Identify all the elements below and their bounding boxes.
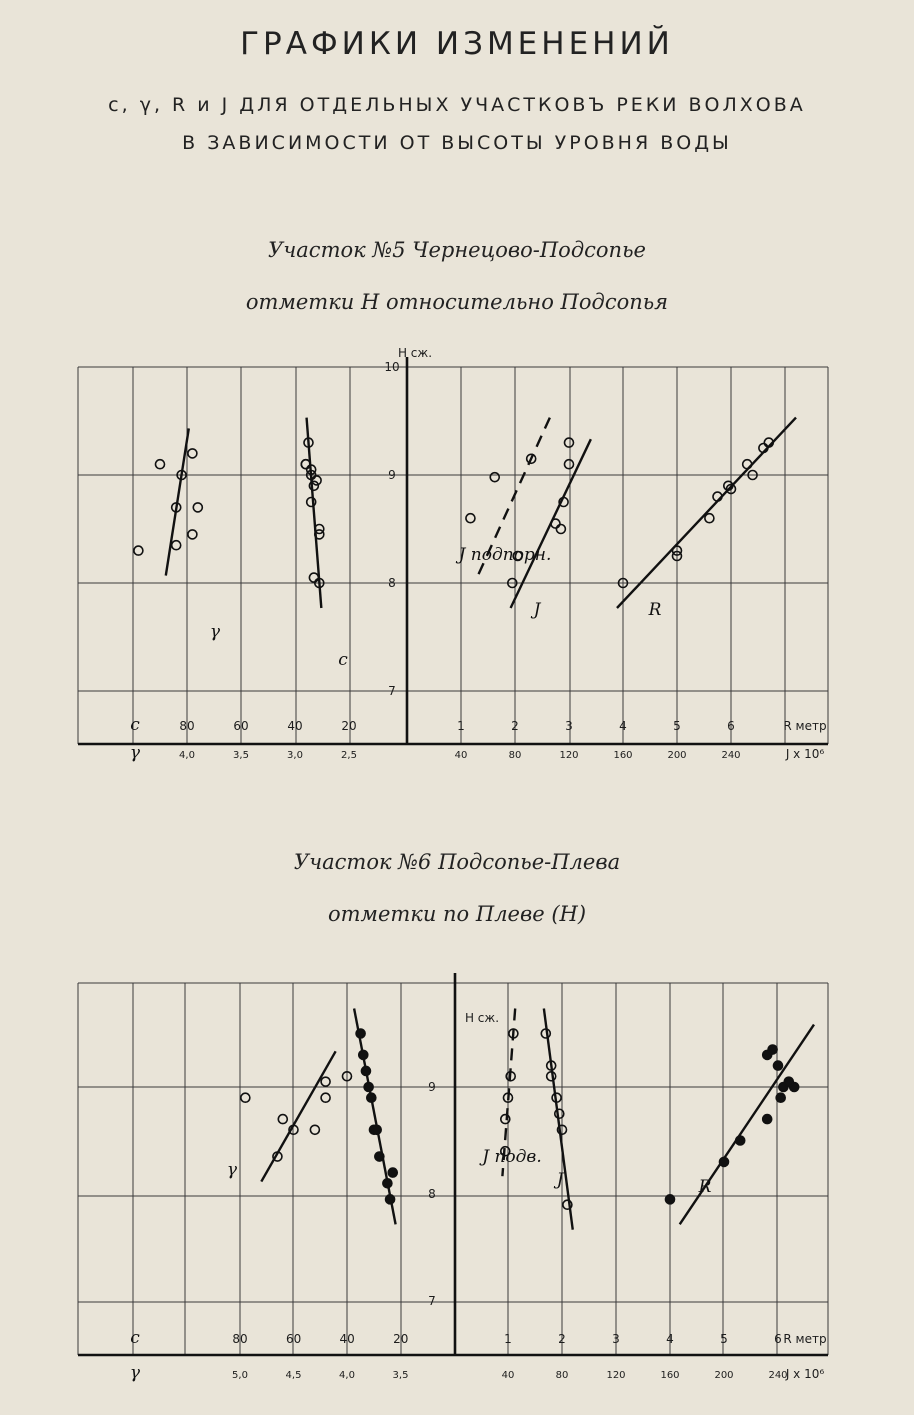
chart-6-title: Участок №6 Подсопье-Плева bbox=[293, 850, 621, 874]
R-tick-label: 5 bbox=[673, 719, 681, 733]
gamma-tick-label: 4,0 bbox=[179, 750, 195, 761]
chart-5-title: Участок №5 Чернецово-Подсопье bbox=[268, 238, 646, 262]
series-annotation: J bbox=[533, 600, 541, 620]
series-annotation: J подпорн. bbox=[458, 545, 552, 565]
data-point bbox=[241, 1093, 250, 1102]
gamma-scale-label: γ bbox=[129, 743, 141, 763]
data-point bbox=[361, 1066, 370, 1075]
y-tick-label: 8 bbox=[428, 1187, 436, 1201]
series-annotation: c bbox=[338, 650, 348, 670]
J-tick-label: 40 bbox=[454, 750, 468, 761]
series-line-1 bbox=[307, 418, 322, 608]
R-tick-label: 4 bbox=[619, 719, 627, 733]
data-point bbox=[301, 460, 310, 469]
J-tick-label: 40 bbox=[501, 1370, 515, 1381]
series-annotation: J подв. bbox=[482, 1147, 542, 1167]
gamma-tick-label: 4,5 bbox=[285, 1370, 302, 1381]
data-point bbox=[134, 546, 143, 555]
data-point bbox=[193, 503, 202, 512]
data-point bbox=[309, 573, 318, 582]
R-tick-label: 3 bbox=[565, 719, 573, 733]
data-point bbox=[383, 1179, 392, 1188]
y-tick-label: 9 bbox=[388, 468, 396, 482]
y-axis-label: Н сж. bbox=[397, 346, 433, 360]
data-point bbox=[551, 519, 560, 528]
c-tick-label: 20 bbox=[341, 719, 357, 733]
chart-5-subtitle: отметки Н относительно Подсопья bbox=[245, 290, 669, 314]
J-tick-label: 160 bbox=[613, 750, 633, 761]
data-point bbox=[720, 1157, 729, 1166]
data-point bbox=[490, 473, 499, 482]
R-scale-label: R метр bbox=[783, 1332, 827, 1346]
J-tick-label: 120 bbox=[606, 1370, 626, 1381]
c-scale-label: c bbox=[130, 715, 140, 735]
main-title: ГРАФИКИ ИЗМЕНЕНИЙ bbox=[240, 26, 674, 62]
data-point bbox=[188, 449, 197, 458]
data-point bbox=[388, 1168, 397, 1177]
data-point bbox=[367, 1093, 376, 1102]
J-tick-label: 80 bbox=[555, 1370, 569, 1381]
R-tick-label: 1 bbox=[457, 719, 465, 733]
data-point bbox=[763, 1115, 772, 1124]
data-point bbox=[307, 498, 316, 507]
subtitle-line-2: В ЗАВИСИМОСТИ ОТ ВЫСОТЫ УРОВНЯ ВОДЫ bbox=[182, 132, 732, 154]
J-tick-label: 240 bbox=[768, 1370, 788, 1381]
gamma-tick-label: 4,0 bbox=[339, 1370, 355, 1381]
series-line-1 bbox=[354, 1009, 396, 1225]
data-point bbox=[359, 1050, 368, 1059]
series-annotation: R bbox=[648, 600, 662, 620]
gamma-tick-label: 2,5 bbox=[341, 750, 357, 761]
data-point bbox=[278, 1115, 287, 1124]
c-tick-label: 60 bbox=[285, 1332, 302, 1346]
c-tick-label: 60 bbox=[233, 719, 249, 733]
data-point bbox=[172, 541, 181, 550]
data-point bbox=[188, 530, 197, 539]
J-tick-label: 200 bbox=[667, 750, 687, 761]
gamma-tick-label: 3,5 bbox=[392, 1370, 409, 1381]
data-point bbox=[705, 514, 714, 523]
data-point bbox=[321, 1077, 330, 1086]
J-tick-label: 160 bbox=[660, 1370, 680, 1381]
c-scale-label: c bbox=[130, 1328, 140, 1348]
R-tick-label: 1 bbox=[504, 1332, 512, 1346]
c-tick-label: 80 bbox=[232, 1332, 248, 1346]
c-tick-label: 40 bbox=[339, 1332, 355, 1346]
J-scale-label: J x 10⁶ bbox=[785, 1367, 825, 1381]
data-point bbox=[386, 1195, 395, 1204]
data-point bbox=[310, 1125, 319, 1134]
data-point bbox=[774, 1061, 783, 1070]
data-point bbox=[565, 438, 574, 447]
data-point bbox=[364, 1083, 373, 1092]
series-line-4 bbox=[617, 418, 796, 608]
series-line-0 bbox=[261, 1051, 335, 1181]
data-point bbox=[743, 460, 752, 469]
y-axis-label: Н сж. bbox=[464, 1011, 500, 1025]
y-tick-label: 9 bbox=[428, 1080, 436, 1094]
R-tick-label: 6 bbox=[727, 719, 735, 733]
series-line-0 bbox=[166, 428, 189, 575]
y-tick-label: 10 bbox=[384, 360, 400, 374]
c-tick-label: 80 bbox=[179, 719, 195, 733]
J-tick-label: 120 bbox=[559, 750, 579, 761]
data-point bbox=[372, 1125, 381, 1134]
data-point bbox=[776, 1093, 785, 1102]
series-annotation: J bbox=[556, 1170, 564, 1190]
R-tick-label: 5 bbox=[720, 1332, 728, 1346]
c-tick-label: 20 bbox=[393, 1332, 409, 1346]
gamma-tick-label: 3,0 bbox=[287, 750, 303, 761]
R-tick-label: 2 bbox=[511, 719, 519, 733]
series-line-3 bbox=[544, 1009, 573, 1230]
series-annotation: γ bbox=[226, 1160, 238, 1180]
R-tick-label: 3 bbox=[612, 1332, 620, 1346]
data-point bbox=[321, 1093, 330, 1102]
y-tick-label: 8 bbox=[388, 576, 396, 590]
data-point bbox=[556, 525, 565, 534]
R-tick-label: 2 bbox=[558, 1332, 566, 1346]
chart-6-subtitle: отметки по Плеве (Н) bbox=[327, 902, 587, 926]
data-point bbox=[156, 460, 165, 469]
data-point bbox=[736, 1136, 745, 1145]
subtitle-line-1: с, γ, R и J ДЛЯ ОТДЕЛЬНЫХ УЧАСТКОВЪ РЕКИ ВОЛХОВА bbox=[108, 94, 806, 116]
data-point bbox=[312, 476, 321, 485]
data-point bbox=[666, 1195, 675, 1204]
data-point bbox=[784, 1077, 793, 1086]
y-tick-label: 7 bbox=[428, 1294, 436, 1308]
data-point bbox=[466, 514, 475, 523]
data-point bbox=[375, 1152, 384, 1161]
c-tick-label: 40 bbox=[287, 719, 303, 733]
gamma-scale-label: γ bbox=[129, 1363, 141, 1383]
R-tick-label: 6 bbox=[774, 1332, 782, 1346]
gamma-tick-label: 3,5 bbox=[233, 750, 249, 761]
series-annotation: γ bbox=[209, 622, 221, 642]
J-scale-label: J x 10⁶ bbox=[785, 747, 825, 761]
series-annotation: R bbox=[698, 1177, 712, 1197]
J-tick-label: 200 bbox=[714, 1370, 734, 1381]
R-tick-label: 4 bbox=[666, 1332, 674, 1346]
R-scale-label: R метр bbox=[783, 719, 827, 733]
data-point bbox=[565, 460, 574, 469]
data-point bbox=[356, 1029, 365, 1038]
data-point bbox=[768, 1045, 777, 1054]
y-tick-label: 7 bbox=[388, 684, 396, 698]
J-tick-label: 240 bbox=[721, 750, 741, 761]
gamma-tick-label: 5,0 bbox=[232, 1370, 248, 1381]
J-tick-label: 80 bbox=[508, 750, 522, 761]
